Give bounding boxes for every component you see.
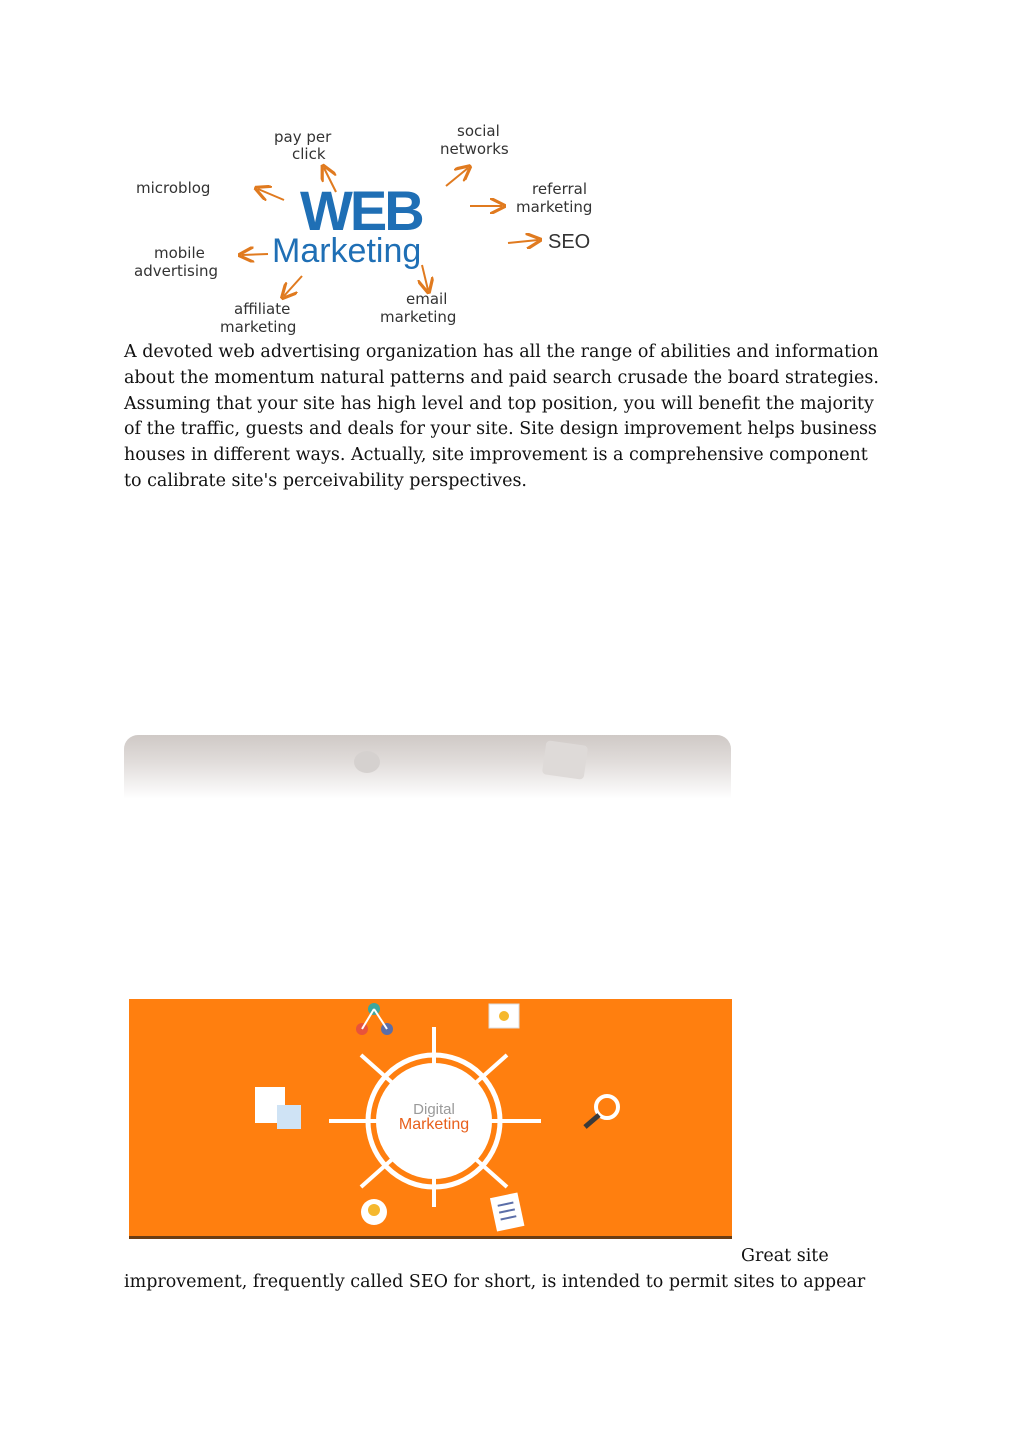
label-networks: networks (440, 140, 509, 158)
label-microblog: microblog (136, 179, 211, 197)
label-affiliate: affiliate (234, 300, 291, 318)
web-title: WEB (300, 179, 422, 242)
marketing-subtitle: Marketing (398, 1116, 470, 1133)
paragraph-line: houses in different ways. Actually, site improvement is a comprehensive component (124, 445, 868, 466)
lightbulb-icon (361, 1199, 387, 1225)
arrow-mobile (242, 254, 268, 255)
paragraph-2-line-1: Great site (741, 1246, 829, 1266)
arrow-social (446, 168, 468, 186)
magnifier-icon (585, 1096, 618, 1127)
paragraph-line: to calibrate site's perceivability perspectives. (124, 470, 527, 491)
arrow-seo (508, 240, 538, 243)
paragraph-line: A devoted web advertising organization has all the range of abilities and information (124, 342, 879, 362)
marketing-title: Marketing (272, 232, 422, 270)
pay-per-click-icon (489, 1004, 519, 1028)
label-mobile: mobile (154, 244, 205, 262)
faded-image-placeholder (124, 735, 731, 799)
social-media-icon (356, 1003, 393, 1035)
label-referral-marketing: marketing (516, 198, 593, 216)
arrow-affiliate (284, 276, 302, 296)
intro-paragraph (124, 340, 924, 495)
arrow-email (422, 265, 428, 290)
label-referral: referral (532, 180, 588, 198)
label-advertising: advertising (134, 262, 219, 280)
faded-card-icon (542, 740, 588, 780)
label-pay-per: pay per (274, 128, 332, 146)
digital-marketing-figure (129, 999, 732, 1239)
checklist-icon (490, 1192, 524, 1231)
faded-circle-icon (354, 751, 380, 773)
digital-marketing-diagram (129, 999, 732, 1236)
label-email: email (406, 290, 448, 308)
paragraph-line: of the traffic, guests and deals for your site. Site design improvement helps business (124, 419, 877, 440)
label-click: click (292, 145, 326, 163)
paragraph-line: Assuming that your site has high level and top position, you will benefit the majority (124, 393, 874, 414)
label-affiliate-marketing: marketing (220, 318, 297, 336)
label-social: social (457, 122, 500, 140)
paragraph-2-line-2: improvement, frequently called SEO for short, is intended to permit sites to appear (124, 1272, 866, 1292)
label-email-marketing: marketing (380, 308, 457, 326)
document-chart-icon (255, 1087, 301, 1129)
web-marketing-figure (124, 112, 644, 340)
paragraph-line: about the momentum natural patterns and paid search crusade the board strategies. (124, 367, 879, 388)
digital-title: Digital (413, 1101, 455, 1118)
arrow-microblog (258, 189, 284, 200)
label-seo: SEO (548, 231, 591, 253)
